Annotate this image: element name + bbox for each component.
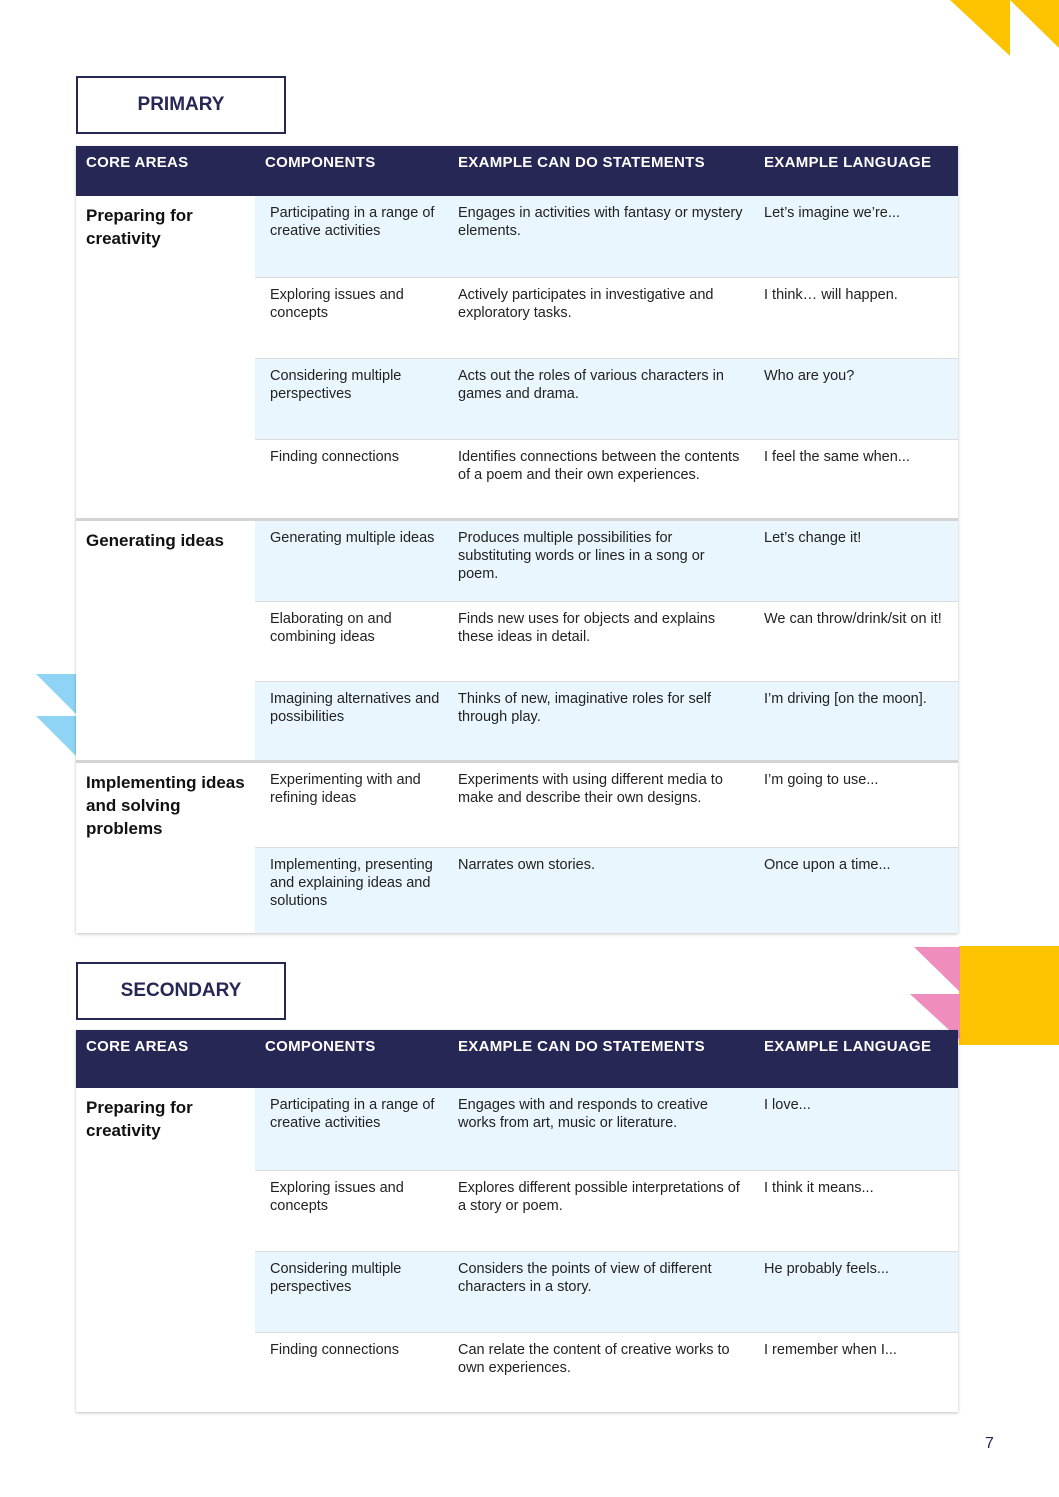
statement-cell: Actively participates in investigative and exploratory tasks. — [448, 277, 754, 358]
statement-cell: Explores different possible interpretations of a story or poem. — [448, 1170, 754, 1251]
language-cell: We can throw/drink/sit on it! — [754, 601, 958, 681]
header-components: COMPONENTS — [255, 1030, 448, 1088]
primary-table — [76, 146, 958, 933]
table-row — [76, 1088, 958, 1170]
table-row — [76, 196, 958, 277]
language-cell: Let’s imagine we’re... — [754, 196, 958, 277]
component-cell: Finding connections — [255, 439, 448, 519]
header-core-areas: CORE AREAS — [76, 1030, 255, 1088]
header-components: COMPONENTS — [255, 146, 448, 196]
language-cell: Let’s change it! — [754, 519, 958, 601]
language-cell: I’m going to use... — [754, 761, 958, 847]
header-example-language: EXAMPLE LANGUAGE — [754, 146, 958, 196]
top-right-yellow-triangles — [950, 0, 1059, 60]
component-cell: Implementing, presenting and explaining ideas and solutions — [255, 847, 448, 933]
primary-section-label: PRIMARY — [76, 76, 286, 134]
core-area-cell: Generating ideas — [76, 519, 255, 761]
component-cell: Exploring issues and concepts — [255, 1170, 448, 1251]
language-cell: I remember when I... — [754, 1332, 958, 1412]
secondary-section-label: SECONDARY — [76, 962, 286, 1020]
component-cell: Elaborating on and combining ideas — [255, 601, 448, 681]
statement-cell: Considers the points of view of different characters in a story. — [448, 1251, 754, 1332]
left-blue-triangles — [36, 674, 76, 758]
core-area-cell: Preparing for creativity — [76, 196, 255, 519]
header-example-language: EXAMPLE LANGUAGE — [754, 1030, 958, 1088]
component-cell: Considering multiple perspectives — [255, 358, 448, 439]
component-cell: Imagining alternatives and possibilities — [255, 681, 448, 761]
statement-cell: Narrates own stories. — [448, 847, 754, 933]
component-cell: Participating in a range of creative activities — [255, 196, 448, 277]
header-can-do-statements: EXAMPLE CAN DO STATEMENTS — [448, 146, 754, 196]
statement-cell: Finds new uses for objects and explains these ideas in detail. — [448, 601, 754, 681]
component-cell: Participating in a range of creative activities — [255, 1088, 448, 1170]
core-area-cell: Preparing for creativity — [76, 1088, 255, 1412]
table-row — [76, 519, 958, 601]
language-cell: He probably feels... — [754, 1251, 958, 1332]
secondary-header-row — [76, 1030, 958, 1088]
language-cell: I feel the same when... — [754, 439, 958, 519]
header-core-areas: CORE AREAS — [76, 146, 255, 196]
component-cell: Generating multiple ideas — [255, 519, 448, 601]
language-cell: I think… will happen. — [754, 277, 958, 358]
component-cell: Exploring issues and concepts — [255, 277, 448, 358]
language-cell: I’m driving [on the moon]. — [754, 681, 958, 761]
statement-cell: Can relate the content of creative works to own experiences. — [448, 1332, 754, 1412]
secondary-table — [76, 1030, 958, 1412]
statement-cell: Engages with and responds to creative works from art, music or literature. — [448, 1088, 754, 1170]
component-cell: Finding connections — [255, 1332, 448, 1412]
statement-cell: Engages in activities with fantasy or mystery elements. — [448, 196, 754, 277]
statement-cell: Thinks of new, imaginative roles for self through play. — [448, 681, 754, 761]
statement-cell: Experiments with using different media to make and describe their own designs. — [448, 761, 754, 847]
language-cell: Who are you? — [754, 358, 958, 439]
page-number: 7 — [985, 1435, 994, 1452]
table-row — [76, 761, 958, 847]
language-cell: I think it means... — [754, 1170, 958, 1251]
statement-cell: Acts out the roles of various characters in games and drama. — [448, 358, 754, 439]
component-cell: Experimenting with and refining ideas — [255, 761, 448, 847]
statement-cell: Identifies connections between the contents of a poem and their own experiences. — [448, 439, 754, 519]
language-cell: I love... — [754, 1088, 958, 1170]
language-cell: Once upon a time... — [754, 847, 958, 933]
statement-cell: Produces multiple possibilities for substituting words or lines in a song or poem. — [448, 519, 754, 601]
core-area-cell: Implementing ideas and solving problems — [76, 761, 255, 933]
component-cell: Considering multiple perspectives — [255, 1251, 448, 1332]
header-can-do-statements: EXAMPLE CAN DO STATEMENTS — [448, 1030, 754, 1088]
primary-header-row — [76, 146, 958, 196]
